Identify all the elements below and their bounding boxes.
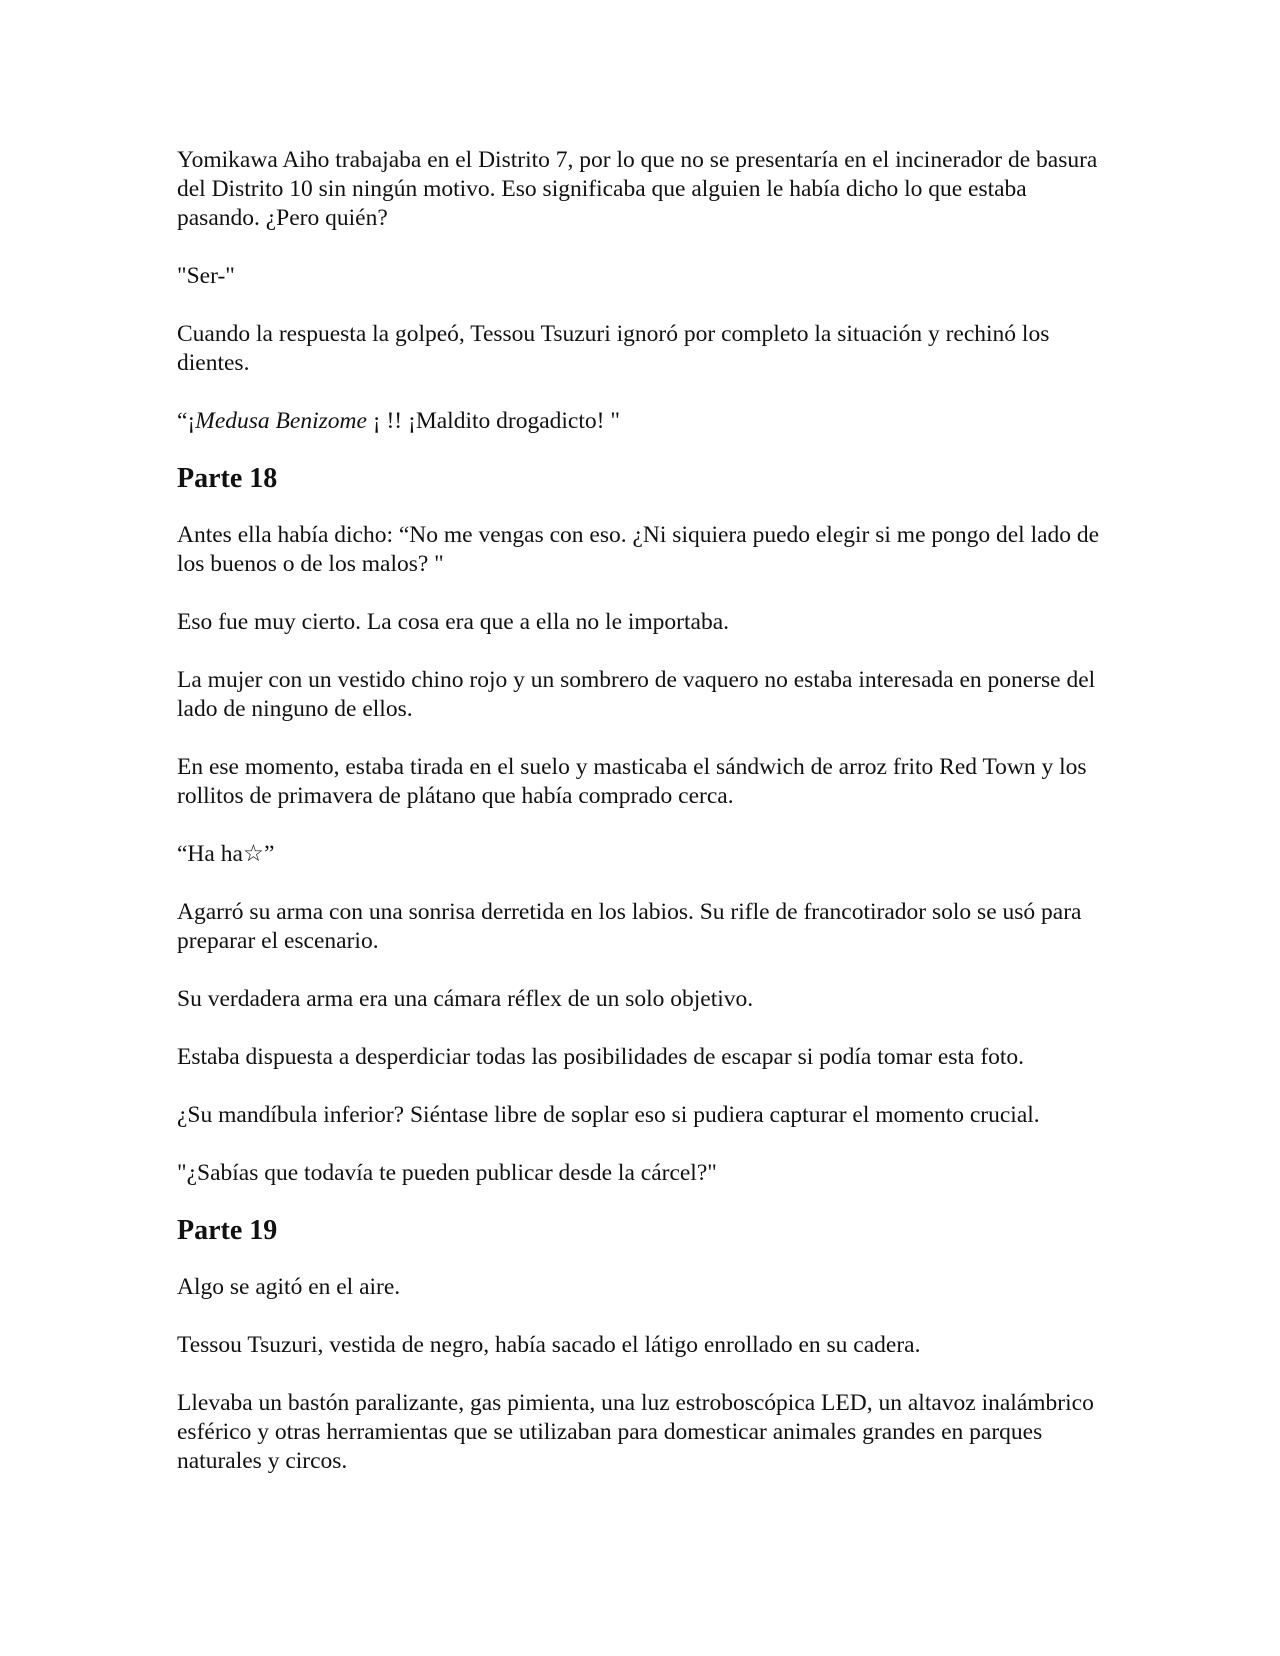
section-heading-parte-18: Parte 18 [177, 463, 278, 494]
paragraph: “Ha ha☆” [177, 841, 275, 867]
paragraph: Eso fue muy cierto. La cosa era que a ella no le importaba. [177, 609, 730, 635]
section-heading-parte-19: Parte 19 [177, 1215, 278, 1246]
paragraph: Tessou Tsuzuri, vestida de negro, había sacado el látigo enrollado en su cadera. [177, 1332, 921, 1358]
paragraph: Llevaba un bastón paralizante, gas pimienta, una luz estroboscópica LED, un altavoz inalámbrico esférico y otras herramientas que se utilizaban para domesticar animales grandes en parques naturales y circos. [177, 1390, 1094, 1474]
paragraph: Estaba dispuesta a desperdiciar todas las posibilidades de escapar si podía tomar esta foto. [177, 1044, 1025, 1070]
paragraph: ¿Su mandíbula inferior? Siéntase libre de soplar eso si pudiera capturar el momento crucial. [177, 1102, 1040, 1128]
paragraph: "Ser-" [177, 263, 235, 289]
paragraph: Agarró su arma con una sonrisa derretida en los labios. Su rifle de francotirador solo se usó para preparar el escenario. [177, 899, 1082, 954]
paragraph: "¿Sabías que todavía te pueden publicar desde la cárcel?" [177, 1160, 717, 1186]
paragraph: La mujer con un vestido chino rojo y un sombrero de vaquero no estaba interesada en ponerse del lado de ninguno de ellos. [177, 667, 1096, 722]
paragraph: Yomikawa Aiho trabajaba en el Distrito 7, por lo que no se presentaría en el incinerador de basura del Distrito 10 sin ningún motivo. Eso significaba que alguien le había dicho lo que estaba pasando. ¿Pero quién? [177, 147, 1098, 231]
quote-italic-name: Medusa Benizome [195, 408, 367, 434]
paragraph: Su verdadera arma era una cámara réflex de un solo objetivo. [177, 986, 754, 1012]
quote-close: ¡ !! ¡Maldito drogadicto! " [366, 408, 620, 434]
paragraph: Algo se agitó en el aire. [177, 1274, 401, 1300]
quote-open: “¡ [177, 408, 196, 434]
paragraph: En ese momento, estaba tirada en el suelo y masticaba el sándwich de arroz frito Red Town y los rollitos de primavera de plátano que había comprado cerca. [177, 754, 1087, 809]
paragraph-medusa-quote [177, 407, 1112, 436]
paragraph: Cuando la respuesta la golpeó, Tessou Tsuzuri ignoró por completo la situación y rechinó los dientes. [177, 321, 1050, 376]
document-page [177, 146, 1112, 1505]
paragraph: Antes ella había dicho: “No me vengas con eso. ¿Ni siquiera puedo elegir si me pongo del lado de los buenos o de los malos? " [177, 522, 1100, 577]
